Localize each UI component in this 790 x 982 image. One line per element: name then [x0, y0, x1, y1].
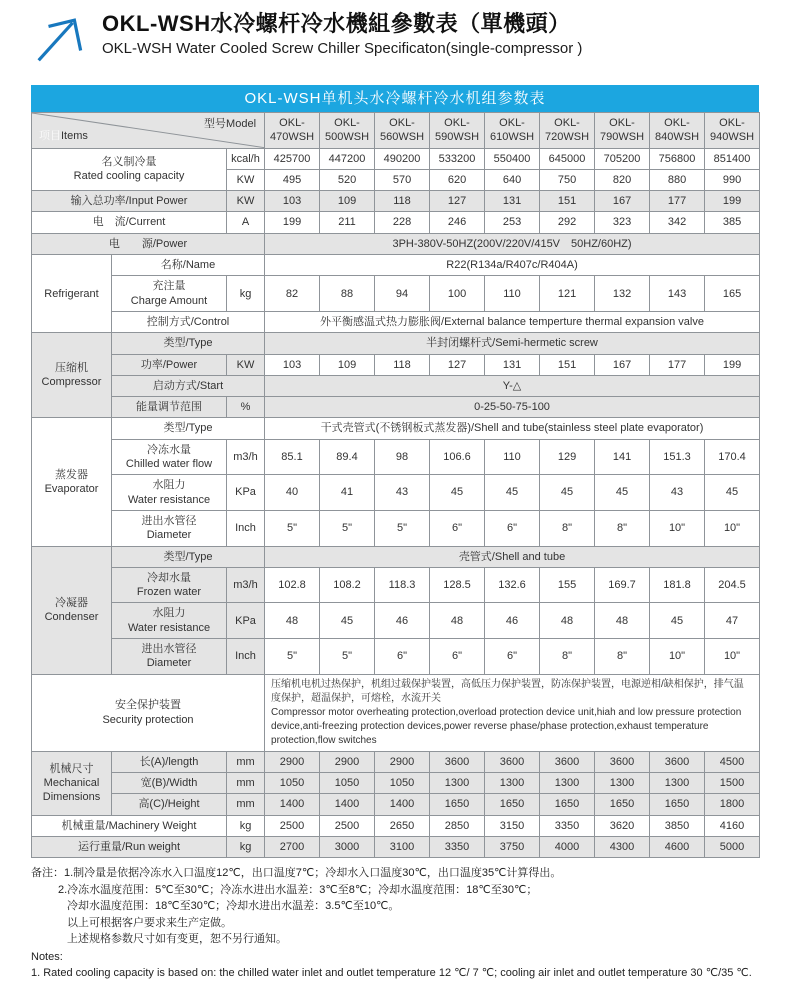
data-cell: 1300 — [650, 772, 705, 793]
data-cell: 151 — [540, 354, 595, 375]
data-cell: 199 — [705, 191, 760, 212]
data-cell: 1650 — [650, 794, 705, 815]
data-cell: 110 — [485, 439, 540, 475]
data-cell: 106.6 — [430, 439, 485, 475]
data-cell: 103 — [265, 354, 320, 375]
data-cell: 2900 — [375, 751, 430, 772]
data-cell: 385 — [705, 212, 760, 233]
unit-cell: KW — [227, 169, 265, 190]
unit-cell: m3/h — [227, 439, 265, 475]
data-cell: 5" — [265, 639, 320, 675]
data-cell: 4300 — [595, 836, 650, 857]
unit-cell: mm — [227, 794, 265, 815]
data-cell: 45 — [650, 603, 705, 639]
data-cell: 43 — [375, 475, 430, 511]
data-cell: 48 — [540, 603, 595, 639]
data-cell: 167 — [595, 191, 650, 212]
data-cell: 46 — [375, 603, 430, 639]
data-cell: 3150 — [485, 815, 540, 836]
merged-value: 压缩机电机过热保护，机组过载保护装置，高低压力保护装置，防冻保护装置，电源逆相/缺相保护，排气温度保护，超温保护，可熔栓，水流开关 Compressor motor overheating protection,overload protection device unit,hiah and low pressure protection device,anti-freezing protection devices,power reverse phase/phase protection,exhaust temperature protection,flow switches — [265, 674, 760, 751]
page-title-zh: OKL-WSH水冷螺杆冷水機組參數表（單機頭） — [102, 11, 571, 36]
data-cell: 165 — [705, 276, 760, 312]
unit-cell: Inch — [227, 639, 265, 675]
row-dim-length — [32, 751, 760, 772]
row-compressor-type — [32, 333, 760, 354]
data-cell: 85.1 — [265, 439, 320, 475]
row-current — [32, 212, 760, 233]
data-cell: 8" — [595, 639, 650, 675]
data-cell: 851400 — [705, 148, 760, 169]
data-cell: 6" — [375, 639, 430, 675]
data-cell: 2650 — [375, 815, 430, 836]
data-cell: 177 — [650, 191, 705, 212]
row-compressor-energy — [32, 397, 760, 418]
data-cell: 10" — [705, 639, 760, 675]
corner-items-en: Items — [61, 130, 88, 143]
data-cell: 118 — [375, 191, 430, 212]
data-cell: 447200 — [320, 148, 375, 169]
data-cell: 246 — [430, 212, 485, 233]
row-label: 控制方式/Control — [112, 311, 265, 332]
row-machinery-weight — [32, 815, 760, 836]
notes — [31, 865, 759, 982]
row-label: 高(C)/Height — [112, 794, 227, 815]
data-cell: 1300 — [430, 772, 485, 793]
data-cell: 132.6 — [485, 567, 540, 603]
unit-cell: Inch — [227, 510, 265, 546]
data-cell: 103 — [265, 191, 320, 212]
unit-cell: KW — [227, 354, 265, 375]
data-cell: 204.5 — [705, 567, 760, 603]
data-cell: 5" — [320, 510, 375, 546]
data-cell: 342 — [650, 212, 705, 233]
data-cell: 47 — [705, 603, 760, 639]
data-cell: 98 — [375, 439, 430, 475]
data-cell: 570 — [375, 169, 430, 190]
data-cell: 131 — [485, 191, 540, 212]
data-cell: 2850 — [430, 815, 485, 836]
data-cell: 253 — [485, 212, 540, 233]
data-cell: 3000 — [320, 836, 375, 857]
row-refrigerant-control — [32, 311, 760, 332]
data-cell: 6" — [485, 510, 540, 546]
data-cell: 490200 — [375, 148, 430, 169]
row-refrigerant-charge — [32, 276, 760, 312]
model-header: OKL- 590WSH — [430, 113, 485, 149]
row-cond-diameter — [32, 639, 760, 675]
data-cell: 6" — [430, 510, 485, 546]
row-label: 类型/Type — [112, 418, 265, 439]
data-cell: 118.3 — [375, 567, 430, 603]
data-cell: 520 — [320, 169, 375, 190]
data-cell: 177 — [650, 354, 705, 375]
row-label: 水阻力 Water resistance — [112, 603, 227, 639]
data-cell: 1400 — [375, 794, 430, 815]
title-block — [102, 10, 582, 57]
data-cell: 1400 — [265, 794, 320, 815]
data-cell: 4500 — [705, 751, 760, 772]
note-line: 以上可根据客户要求来生产定做。 — [67, 916, 232, 929]
data-cell: 645000 — [540, 148, 595, 169]
data-cell: 151 — [540, 191, 595, 212]
data-cell: 1300 — [540, 772, 595, 793]
notes-en-line: 1. Rated cooling capacity is based on: the chilled water inlet and outlet temperature 12 ℃/ 7 ℃; cooling air inlet and outlet temperature 30 ℃/35 ℃. — [31, 967, 752, 980]
data-cell: 118 — [375, 354, 430, 375]
corner-cell — [32, 113, 265, 149]
unit-cell: A — [227, 212, 265, 233]
data-cell: 3100 — [375, 836, 430, 857]
row-label: 进出水管径 Diameter — [112, 510, 227, 546]
corner-items-zh: 项目 — [39, 130, 61, 143]
data-cell: 167 — [595, 354, 650, 375]
data-cell: 228 — [375, 212, 430, 233]
data-cell: 1300 — [595, 772, 650, 793]
data-cell: 143 — [650, 276, 705, 312]
group-label: 蒸发器 Evaporator — [32, 418, 112, 546]
row-label: 安全保护装置 Security protection — [32, 674, 265, 751]
data-cell: 82 — [265, 276, 320, 312]
note-line: 上述规格参数尺寸如有变更，恕不另行通知。 — [67, 933, 287, 946]
unit-cell: KPa — [227, 603, 265, 639]
data-cell: 6" — [485, 639, 540, 675]
model-header: OKL- 720WSH — [540, 113, 595, 149]
data-cell: 45 — [430, 475, 485, 511]
data-cell: 1650 — [430, 794, 485, 815]
data-cell: 129 — [540, 439, 595, 475]
data-cell: 10" — [650, 639, 705, 675]
data-cell: 127 — [430, 354, 485, 375]
data-cell: 110 — [485, 276, 540, 312]
data-cell: 5" — [320, 639, 375, 675]
row-power-supply — [32, 233, 760, 254]
data-cell: 756800 — [650, 148, 705, 169]
row-label: 冷却水量 Frozen water — [112, 567, 227, 603]
row-cond-flow — [32, 567, 760, 603]
merged-value: 0-25-50-75-100 — [265, 397, 760, 418]
row-label: 功率/Power — [112, 354, 227, 375]
data-cell: 640 — [485, 169, 540, 190]
data-cell: 151.3 — [650, 439, 705, 475]
unit-cell: kg — [227, 836, 265, 857]
data-cell: 88 — [320, 276, 375, 312]
data-cell: 1800 — [705, 794, 760, 815]
data-cell: 8" — [595, 510, 650, 546]
row-refrigerant-name — [32, 255, 760, 276]
data-cell: 2900 — [320, 751, 375, 772]
data-cell: 3350 — [540, 815, 595, 836]
row-run-weight — [32, 836, 760, 857]
data-cell: 990 — [705, 169, 760, 190]
data-cell: 10" — [650, 510, 705, 546]
data-cell: 43 — [650, 475, 705, 511]
row-cond-resistance — [32, 603, 760, 639]
data-cell: 2700 — [265, 836, 320, 857]
data-cell: 45 — [705, 475, 760, 511]
data-cell: 211 — [320, 212, 375, 233]
data-cell: 3850 — [650, 815, 705, 836]
group-label: 冷凝器 Condenser — [32, 546, 112, 674]
data-cell: 127 — [430, 191, 485, 212]
data-cell: 3600 — [485, 751, 540, 772]
row-label: 名称/Name — [112, 255, 265, 276]
data-cell: 4000 — [540, 836, 595, 857]
data-cell: 108.2 — [320, 567, 375, 603]
data-cell: 620 — [430, 169, 485, 190]
unit-cell: kg — [227, 276, 265, 312]
spec-table — [31, 112, 760, 858]
data-cell: 10" — [705, 510, 760, 546]
data-cell: 425700 — [265, 148, 320, 169]
row-evap-type — [32, 418, 760, 439]
row-label: 进出水管径 Diameter — [112, 639, 227, 675]
data-cell: 2500 — [265, 815, 320, 836]
data-cell: 5" — [265, 510, 320, 546]
merged-value: 外平衡感温式热力膨胀阀/External balance temperture thermal expansion valve — [265, 311, 760, 332]
data-cell: 705200 — [595, 148, 650, 169]
data-cell: 2900 — [265, 751, 320, 772]
data-cell: 155 — [540, 567, 595, 603]
row-label: 类型/Type — [112, 546, 265, 567]
row-security — [32, 674, 760, 751]
data-cell: 169.7 — [595, 567, 650, 603]
row-label: 名义制冷量 Rated cooling capacity — [32, 148, 227, 191]
data-cell: 109 — [320, 354, 375, 375]
unit-cell: KW — [227, 191, 265, 212]
data-cell: 45 — [320, 603, 375, 639]
data-cell: 4600 — [650, 836, 705, 857]
data-cell: 292 — [540, 212, 595, 233]
group-label: 机械尺寸 Mechanical Dimensions — [32, 751, 112, 815]
row-label: 运行重量/Run weight — [32, 836, 227, 857]
data-cell: 48 — [265, 603, 320, 639]
row-label: 水阻力 Water resistance — [112, 475, 227, 511]
page-title-en: OKL-WSH Water Cooled Screw Chiller Specificaton(single-compressor ) — [102, 39, 583, 57]
merged-value: Y-△ — [265, 375, 760, 396]
data-cell: 100 — [430, 276, 485, 312]
row-label: 能量调节范围 — [112, 397, 227, 418]
table-header-row — [32, 113, 760, 149]
data-cell: 89.4 — [320, 439, 375, 475]
data-cell: 3750 — [485, 836, 540, 857]
row-input-power — [32, 191, 760, 212]
row-label: 电 流/Current — [32, 212, 227, 233]
row-label: 启动方式/Start — [112, 375, 265, 396]
unit-cell: % — [227, 397, 265, 418]
data-cell: 48 — [595, 603, 650, 639]
group-label: 压缩机 Compressor — [32, 333, 112, 418]
data-cell: 5000 — [705, 836, 760, 857]
row-label: 充注量 Charge Amount — [112, 276, 227, 312]
doc-header — [33, 10, 759, 63]
data-cell: 45 — [540, 475, 595, 511]
merged-value: 干式壳管式(不锈钢板式蒸发器)/Shell and tube(stainless steel plate evaporator) — [265, 418, 760, 439]
data-cell: 5" — [375, 510, 430, 546]
data-cell: 323 — [595, 212, 650, 233]
model-header: OKL- 940WSH — [705, 113, 760, 149]
row-cond-type — [32, 546, 760, 567]
data-cell: 750 — [540, 169, 595, 190]
data-cell: 46 — [485, 603, 540, 639]
model-header: OKL- 790WSH — [595, 113, 650, 149]
data-cell: 45 — [595, 475, 650, 511]
model-header: OKL- 840WSH — [650, 113, 705, 149]
data-cell: 199 — [265, 212, 320, 233]
data-cell: 121 — [540, 276, 595, 312]
data-cell: 2500 — [320, 815, 375, 836]
corner-model-label: 型号Model — [204, 118, 257, 130]
note-line: 2.冷冻水温度范围：5℃至30℃；冷冻水进出水温差：3℃至8℃；冷却水温度范围：18℃至30℃； — [58, 883, 538, 896]
row-evap-diameter — [32, 510, 760, 546]
data-cell: 1400 — [320, 794, 375, 815]
data-cell: 495 — [265, 169, 320, 190]
merged-value: 壳管式/Shell and tube — [265, 546, 760, 567]
model-header: OKL- 610WSH — [485, 113, 540, 149]
data-cell: 132 — [595, 276, 650, 312]
data-cell: 3350 — [430, 836, 485, 857]
data-cell: 141 — [595, 439, 650, 475]
data-cell: 1500 — [705, 772, 760, 793]
data-cell: 45 — [485, 475, 540, 511]
table-title-banner: OKL-WSH单机头水冷螺杆冷水机组参数表 — [31, 85, 759, 112]
merged-value: R22(R134a/R407c/R404A) — [265, 255, 760, 276]
note-line: 备注：1.制冷量是依据冷冻水入口温度12℃，出口温度7℃；冷却水入口温度30℃，出口温度35℃计算得出。 — [31, 867, 562, 880]
corner-items-label — [39, 129, 88, 143]
data-cell: 3600 — [650, 751, 705, 772]
row-rated-cooling-kcal — [32, 148, 760, 169]
data-cell: 1050 — [320, 772, 375, 793]
data-cell: 199 — [705, 354, 760, 375]
data-cell: 181.8 — [650, 567, 705, 603]
data-cell: 820 — [595, 169, 650, 190]
data-cell: 40 — [265, 475, 320, 511]
data-cell: 3600 — [595, 751, 650, 772]
data-cell: 1650 — [540, 794, 595, 815]
row-label: 输入总功率/Input Power — [32, 191, 227, 212]
unit-cell: mm — [227, 751, 265, 772]
data-cell: 533200 — [430, 148, 485, 169]
data-cell: 109 — [320, 191, 375, 212]
data-cell: 94 — [375, 276, 430, 312]
row-label: 机械重量/Machinery Weight — [32, 815, 227, 836]
data-cell: 48 — [430, 603, 485, 639]
note-line: 冷却水温度范围：18℃至30℃；冷却水进出水温差：3.5℃至10℃。 — [67, 900, 400, 913]
model-header: OKL- 470WSH — [265, 113, 320, 149]
data-cell: 1050 — [265, 772, 320, 793]
unit-cell: m3/h — [227, 567, 265, 603]
data-cell: 1650 — [595, 794, 650, 815]
unit-cell: kcal/h — [227, 148, 265, 169]
group-label: Refrigerant — [32, 255, 112, 333]
model-header: OKL- 500WSH — [320, 113, 375, 149]
row-dim-height — [32, 794, 760, 815]
data-cell: 4160 — [705, 815, 760, 836]
data-cell: 1300 — [485, 772, 540, 793]
row-label: 类型/Type — [112, 333, 265, 354]
unit-cell: kg — [227, 815, 265, 836]
data-cell: 880 — [650, 169, 705, 190]
row-compressor-start — [32, 375, 760, 396]
notes-zh-block — [31, 865, 759, 948]
row-label: 电 源/Power — [32, 233, 265, 254]
row-compressor-power — [32, 354, 760, 375]
merged-value: 半封闭螺杆式/Semi-hermetic screw — [265, 333, 760, 354]
row-label: 宽(B)/Width — [112, 772, 227, 793]
data-cell: 3600 — [540, 751, 595, 772]
row-evap-flow — [32, 439, 760, 475]
data-cell: 3620 — [595, 815, 650, 836]
row-label: 长(A)/length — [112, 751, 227, 772]
row-evap-resistance — [32, 475, 760, 511]
data-cell: 131 — [485, 354, 540, 375]
data-cell: 1650 — [485, 794, 540, 815]
data-cell: 102.8 — [265, 567, 320, 603]
data-cell: 550400 — [485, 148, 540, 169]
row-label: 冷冻水量 Chilled water flow — [112, 439, 227, 475]
data-cell: 41 — [320, 475, 375, 511]
unit-cell: mm — [227, 772, 265, 793]
notes-en-title: Notes: — [31, 950, 63, 963]
row-dim-width — [32, 772, 760, 793]
data-cell: 8" — [540, 510, 595, 546]
unit-cell: KPa — [227, 475, 265, 511]
data-cell: 170.4 — [705, 439, 760, 475]
data-cell: 6" — [430, 639, 485, 675]
model-header: OKL- 560WSH — [375, 113, 430, 149]
data-cell: 8" — [540, 639, 595, 675]
data-cell: 128.5 — [430, 567, 485, 603]
data-cell: 1050 — [375, 772, 430, 793]
logo-arrow-icon — [33, 13, 89, 63]
data-cell: 3600 — [430, 751, 485, 772]
merged-value: 3PH-380V-50HZ(200V/220V/415V 50HZ/60HZ) — [265, 233, 760, 254]
